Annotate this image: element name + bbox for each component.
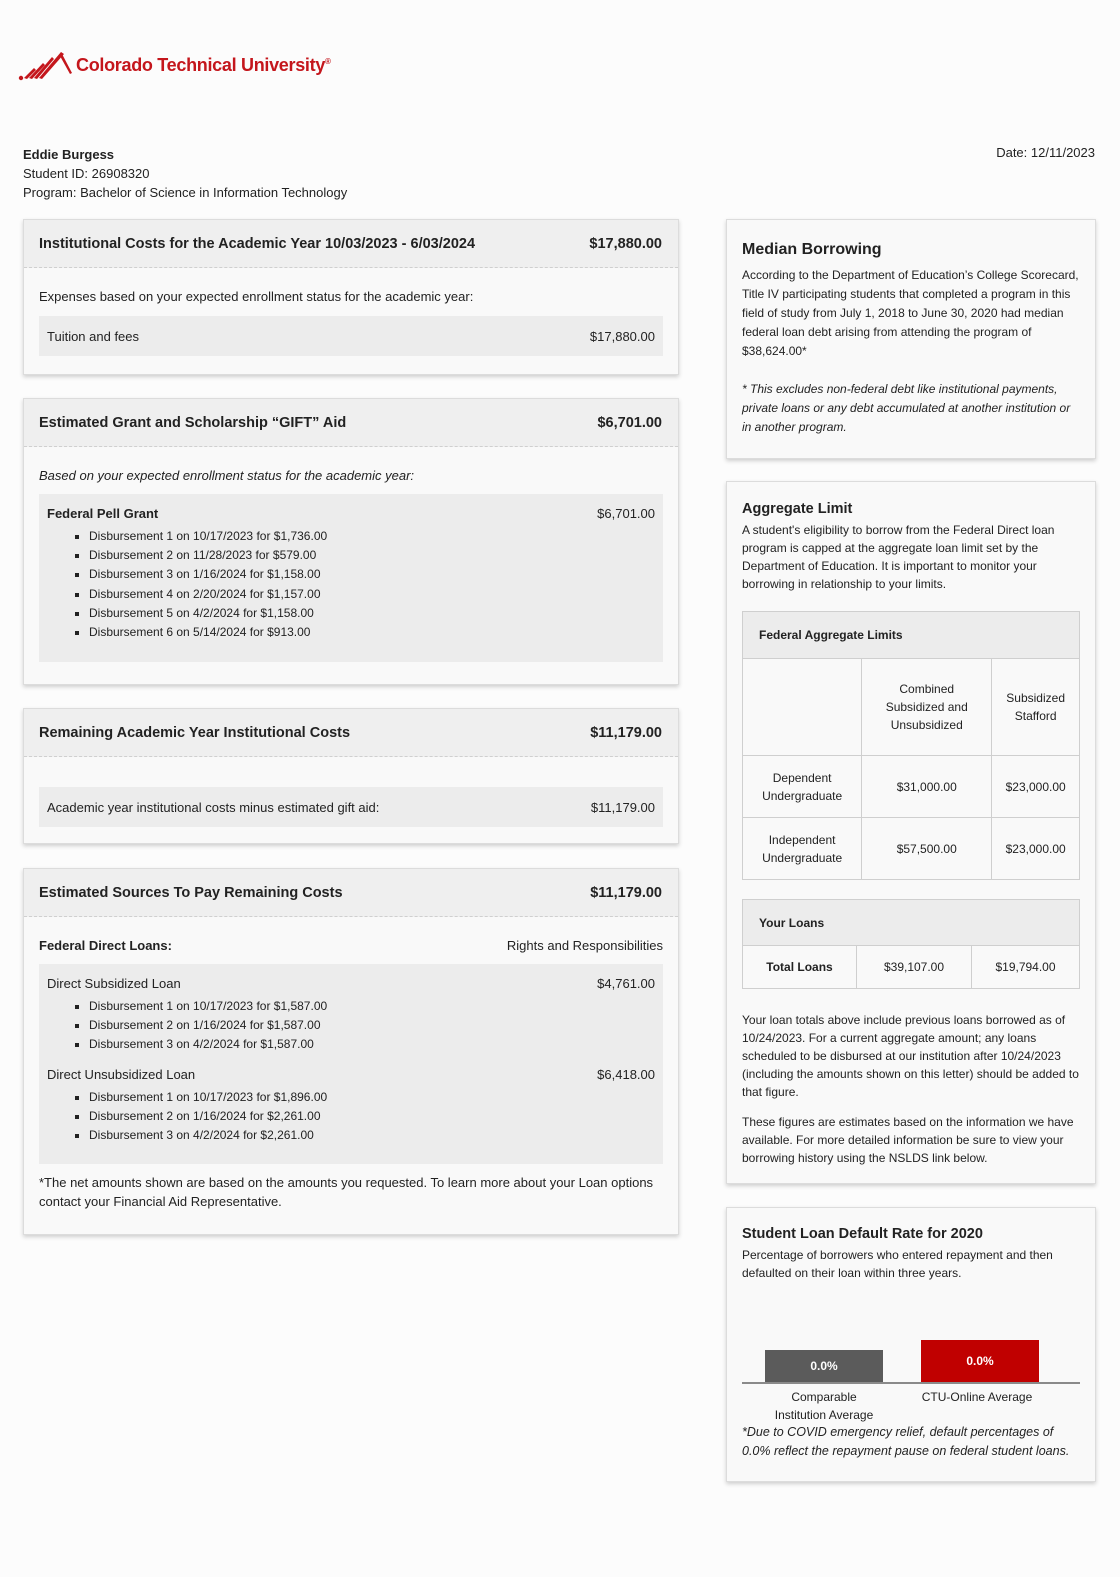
loans-block xyxy=(39,964,663,1164)
row-label-independent: Independent Undergraduate xyxy=(743,818,862,880)
dependent-subsidized-cell: $23,000.00 xyxy=(992,756,1080,818)
sources-total: $11,179.00 xyxy=(590,884,662,901)
gift-aid-card xyxy=(23,398,679,685)
remaining-costs-amount: $11,179.00 xyxy=(590,799,655,815)
aggregate-limits-table-title: Federal Aggregate Limits xyxy=(743,612,1080,659)
row-label-dependent: Dependent Undergraduate xyxy=(743,756,862,818)
sources-title: Estimated Sources To Pay Remaining Costs xyxy=(39,884,343,901)
institutional-costs-intro: Expenses based on your expected enrollment status for the academic year: xyxy=(39,289,474,304)
comparable-institution-value: 0.0% xyxy=(810,1359,838,1373)
remaining-costs-header xyxy=(24,709,678,757)
ctu-online-label: CTU-Online Average xyxy=(921,1390,1033,1404)
ctu-logo xyxy=(18,48,331,82)
total-loans-label: Total Loans xyxy=(743,946,857,989)
list-item: ▪ Disbursement 2 on 1/16/2024 for $2,261.00 xyxy=(89,1107,655,1126)
column-header-combined: Combined Subsidized and Unsubsidized xyxy=(862,659,992,756)
default-rate-title: Student Loan Default Rate for 2020 xyxy=(742,1226,983,1242)
ctu-logo-reg: ® xyxy=(325,56,331,66)
gift-aid-title: Estimated Grant and Scholarship “GIFT” Aid xyxy=(39,414,347,431)
median-borrowing-footnote: * This excludes non-federal debt like institutional payments, private loans or any debt accumulated at another institution or in another program. xyxy=(742,382,1071,434)
sources-header xyxy=(24,869,678,917)
ctu-online-value: 0.0% xyxy=(966,1354,994,1368)
column-header-subsidized: Subsidized Stafford xyxy=(992,659,1080,756)
default-rate-text: Percentage of borrowers who entered repayment and then defaulted on their loan within three years. xyxy=(742,1248,1053,1280)
list-item: ▪ Disbursement 1 on 10/17/2023 for $1,587.00 xyxy=(89,997,655,1016)
independent-combined-cell: $57,500.00 xyxy=(862,818,992,880)
pell-disbursement-list xyxy=(47,527,655,642)
gift-aid-intro: Based on your expected enrollment status for the academic year: xyxy=(39,468,415,483)
median-borrowing-text: According to the Department of Education’s College Scorecard, Title IV participating students that completed a program in this field of study from July 1, 2018 to June 30, 2020 had median federal loan debt arising from attending the program of $38,624.00* xyxy=(742,268,1079,358)
student-info xyxy=(23,145,347,202)
table-row xyxy=(743,756,1080,818)
unsubsidized-loan-amount: $6,418.00 xyxy=(597,1066,655,1082)
gift-aid-total: $6,701.00 xyxy=(597,414,662,431)
rights-responsibilities-link[interactable]: Rights and Responsibilities xyxy=(506,938,663,953)
aggregate-limits-table xyxy=(742,611,1080,880)
tuition-row xyxy=(39,316,663,356)
median-borrowing-title: Median Borrowing xyxy=(742,241,882,258)
table-row xyxy=(743,818,1080,880)
default-rate-note: *Due to COVID emergency relief, default percentages of 0.0% reflect the repayment pause on federal student loans. xyxy=(742,1425,1070,1458)
your-loans-table xyxy=(742,899,1080,989)
aggregate-limit-text: A student's eligibility to borrow from the Federal Direct loan program is capped at the aggregate loan limit set by the Department of Education. It is important to monitor your borrowing in relationship to your limits. xyxy=(742,523,1055,591)
pell-grant-amount: $6,701.00 xyxy=(597,506,655,521)
aggregate-note-2: These figures are estimates based on the information we have available. For more detailed information be sure to view your borrowing history using the NSLDS link below. xyxy=(742,1115,1074,1165)
pell-grant-block xyxy=(39,494,663,662)
list-item: ▪ Disbursement 6 on 5/14/2024 for $913.00 xyxy=(89,623,655,642)
default-rate-chart xyxy=(742,1338,1080,1384)
median-borrowing-card xyxy=(726,219,1096,459)
institutional-costs-card xyxy=(23,219,679,375)
list-item: ▪ Disbursement 5 on 4/2/2024 for $1,158.00 xyxy=(89,604,655,623)
institutional-costs-header xyxy=(24,220,678,268)
tuition-label: Tuition and fees xyxy=(47,328,140,344)
default-rate-card xyxy=(726,1207,1096,1482)
aggregate-limit-card xyxy=(726,481,1096,1184)
comparable-institution-bar xyxy=(765,1350,883,1382)
table-corner-cell xyxy=(743,659,862,756)
total-loans-subsidized: $19,794.00 xyxy=(972,946,1080,989)
aggregate-note-1: Your loan totals above include previous loans borrowed as of 10/24/2023. For a current aggregate amount; any loans scheduled to be disbursed at our institution after 10/24/2023 (including the amounts shown on this letter) should be added to that figure. xyxy=(742,1013,1079,1099)
student-id: Student ID: 26908320 xyxy=(23,166,150,181)
unsubsidized-disbursement-list xyxy=(47,1088,655,1146)
remaining-costs-label: Academic year institutional costs minus estimated gift aid: xyxy=(47,799,380,815)
list-item: ▪ Disbursement 1 on 10/17/2023 for $1,736.00 xyxy=(89,527,655,546)
sources-card xyxy=(23,868,679,1235)
your-loans-title: Your Loans xyxy=(743,900,1080,946)
ctu-logo-text xyxy=(76,55,331,76)
list-item: ▪ Disbursement 3 on 1/16/2024 for $1,158.00 xyxy=(89,565,655,584)
remaining-costs-card xyxy=(23,708,679,844)
remaining-costs-total: $11,179.00 xyxy=(590,724,662,741)
ctu-logo-name: Colorado Technical University xyxy=(76,54,326,75)
institutional-costs-total: $17,880.00 xyxy=(589,235,662,252)
independent-subsidized-cell: $23,000.00 xyxy=(992,818,1080,880)
subsidized-loan-label: Direct Subsidized Loan xyxy=(47,976,181,991)
list-item: ▪ Disbursement 4 on 2/20/2024 for $1,157.00 xyxy=(89,585,655,604)
student-program: Program: Bachelor of Science in Information Technology xyxy=(23,185,348,200)
tuition-amount: $17,880.00 xyxy=(589,328,655,344)
list-item: ▪ Disbursement 2 on 11/28/2023 for $579.00 xyxy=(89,546,655,565)
remaining-costs-title: Remaining Academic Year Institutional Costs xyxy=(39,724,351,741)
ctu-logo-mark-icon xyxy=(18,48,72,82)
sources-note: *The net amounts shown are based on the amounts you requested. To learn more about your Loan options contact your Financial Aid Representative. xyxy=(39,1175,654,1210)
total-loans-combined: $39,107.00 xyxy=(857,946,972,989)
pell-grant-label: Federal Pell Grant xyxy=(47,506,159,521)
institutional-costs-title: Institutional Costs for the Academic Year 10/03/2023 - 6/03/2024 xyxy=(39,235,476,252)
ctu-online-bar xyxy=(921,1340,1039,1382)
unsubsidized-loan-label: Direct Unsubsidized Loan xyxy=(47,1066,196,1082)
comparable-institution-label: Comparable Institution Average xyxy=(774,1390,874,1422)
list-item: ▪ Disbursement 3 on 4/2/2024 for $2,261.00 xyxy=(89,1126,655,1145)
aggregate-limit-title: Aggregate Limit xyxy=(742,501,853,517)
list-item: ▪ Disbursement 3 on 4/2/2024 for $1,587.00 xyxy=(89,1035,655,1054)
remaining-costs-row xyxy=(39,787,663,827)
dependent-combined-cell: $31,000.00 xyxy=(862,756,992,818)
subsidized-disbursement-list xyxy=(47,997,655,1055)
subsidized-loan-amount: $4,761.00 xyxy=(597,976,655,991)
list-item: ▪ Disbursement 1 on 10/17/2023 for $1,896.00 xyxy=(89,1088,655,1107)
student-name: Eddie Burgess xyxy=(23,147,115,162)
gift-aid-header xyxy=(24,399,678,447)
list-item: ▪ Disbursement 2 on 1/16/2024 for $1,587.00 xyxy=(89,1016,655,1035)
letter-date: Date: 12/11/2023 xyxy=(996,145,1095,160)
federal-direct-loans-label: Federal Direct Loans: xyxy=(39,938,172,953)
